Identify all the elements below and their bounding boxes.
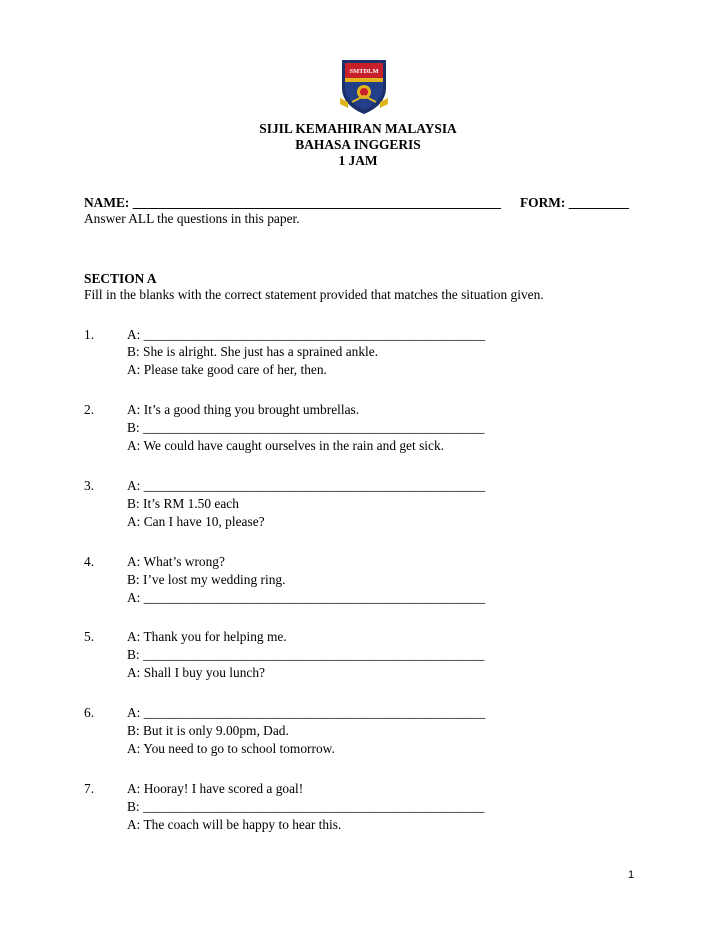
question-number: 3. [84, 478, 95, 493]
crest-text: SMTDLM [349, 68, 379, 75]
dialogue-line: B: ___________________________________________________ [127, 420, 485, 435]
dialogue-line: A: Shall I buy you lunch? [127, 665, 265, 680]
dialogue-line: B: I’ve lost my wedding ring. [127, 572, 286, 587]
question-number: 1. [84, 327, 95, 342]
general-instruction: Answer ALL the questions in this paper. [84, 211, 300, 226]
dialogue-line: A: Can I have 10, please? [127, 514, 265, 529]
dialogue-line: A: ___________________________________________________ [127, 705, 486, 720]
question-number: 6. [84, 705, 95, 720]
dialogue-line: A: You need to go to school tomorrow. [127, 741, 335, 756]
school-crest-logo [338, 58, 390, 116]
question-number: 7. [84, 781, 95, 796]
dialogue-line: A: Please take good care of her, then. [127, 362, 327, 377]
dialogue-line: B: She is alright. She just has a sprained ankle. [127, 344, 379, 359]
subject-title: BAHASA INGGERIS [295, 137, 421, 152]
dialogue-line: A: The coach will be happy to hear this. [127, 817, 342, 832]
dialogue-line: A: It’s a good thing you brought umbrellas. [127, 402, 360, 417]
dialogue-line: A: ___________________________________________________ [127, 478, 486, 493]
dialogue-line: A: Thank you for helping me. [127, 629, 287, 644]
crest-shield-icon [338, 58, 390, 116]
form-field-label: FORM: _________ [520, 195, 629, 210]
section-title: SECTION A [84, 271, 157, 286]
dialogue-line: A: We could have caught ourselves in the rain and get sick. [127, 438, 444, 453]
duration: 1 JAM [338, 153, 378, 168]
name-field-label: NAME: _______________________________________________________ [84, 195, 501, 210]
section-instruction: Fill in the blanks with the correct statement provided that matches the situation given. [84, 287, 544, 302]
dialogue-line: B: But it is only 9.00pm, Dad. [127, 723, 289, 738]
dialogue-line: A: ___________________________________________________ [127, 327, 486, 342]
dialogue-line: B: It’s RM 1.50 each [127, 496, 239, 511]
dialogue-line: A: Hooray! I have scored a goal! [127, 781, 304, 796]
exam-title: SIJIL KEMAHIRAN MALAYSIA [259, 121, 457, 136]
dialogue-line: B: ___________________________________________________ [127, 799, 485, 814]
dialogue-line: A: ___________________________________________________ [127, 590, 486, 605]
page-number: 1 [628, 869, 635, 881]
question-number: 5. [84, 629, 95, 644]
dialogue-line: A: What’s wrong? [127, 554, 225, 569]
question-number: 2. [84, 402, 95, 417]
question-number: 4. [84, 554, 95, 569]
dialogue-line: B: ___________________________________________________ [127, 647, 485, 662]
